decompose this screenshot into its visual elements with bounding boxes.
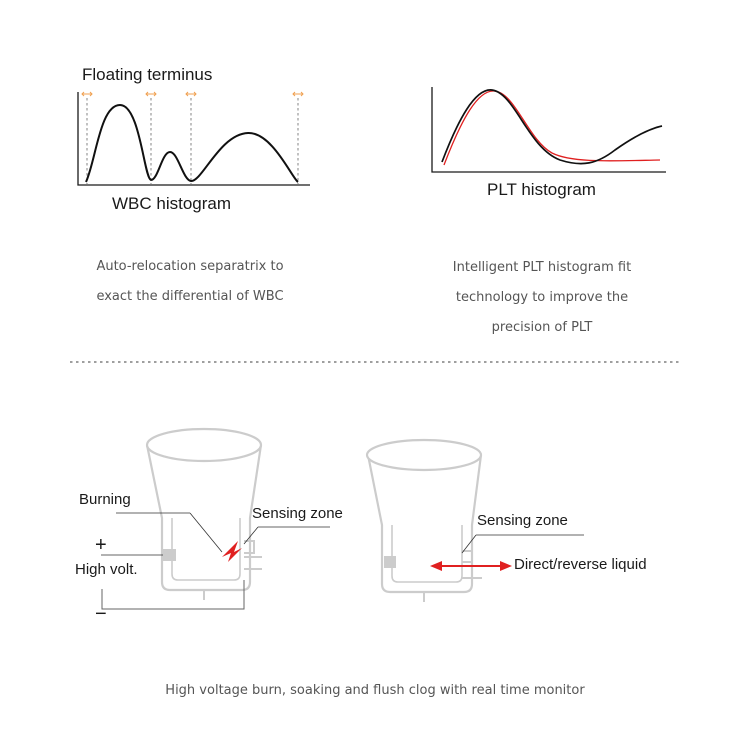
ground-wire — [102, 580, 244, 609]
flush-aperture-body — [368, 455, 481, 592]
flush-electrode-left — [384, 556, 396, 568]
flush-inner-tube — [392, 525, 462, 582]
plt-caption-line: Intelligent PLT histogram fit — [452, 260, 632, 275]
plt-histogram — [432, 87, 666, 172]
flush-sensing-zone-label: Sensing zone — [477, 512, 568, 529]
burn-sensing-zone-label: Sensing zone — [252, 505, 343, 522]
plt-fit-curve — [444, 91, 660, 165]
wbc-curve — [86, 105, 298, 182]
spark-icon — [222, 541, 242, 562]
burn-aperture-rim — [147, 429, 261, 461]
wbc-histogram — [78, 92, 310, 185]
plt-histogram-title: PLT histogram — [487, 180, 596, 199]
high-voltage-label: High volt. — [75, 561, 138, 578]
plt-caption-line: precision of PLT — [491, 320, 593, 335]
floating-terminus-label: Floating terminus — [82, 65, 213, 84]
plt-axes — [432, 87, 666, 172]
burn-aperture-body — [147, 445, 261, 590]
minus-sign: − — [95, 603, 107, 625]
wbc-axes — [78, 92, 310, 185]
wbc-histogram-title: WBC histogram — [112, 194, 232, 213]
burn-sensing-pads — [244, 541, 262, 569]
plus-sign: + — [95, 534, 107, 556]
flush-aperture-rim — [367, 440, 481, 470]
plt-caption — [392, 253, 692, 343]
wbc-caption-line: Auto-relocation separatrix to — [96, 259, 284, 274]
burning-label: Burning — [79, 491, 131, 508]
burning-leader-diag — [190, 513, 222, 552]
footer-caption: High voltage burn, soaking and flush clog with real time monitor — [165, 683, 585, 698]
wbc-caption-line: exact the differential of WBC — [96, 289, 284, 304]
burn-electrode-left — [163, 549, 176, 561]
burn-inner-tube — [172, 518, 240, 580]
plt-caption-line: technology to improve the — [455, 290, 629, 305]
wbc-caption — [40, 252, 340, 312]
floating-terminus-arrows — [82, 92, 303, 96]
direct-reverse-liquid-label: Direct/reverse liquid — [514, 556, 647, 573]
